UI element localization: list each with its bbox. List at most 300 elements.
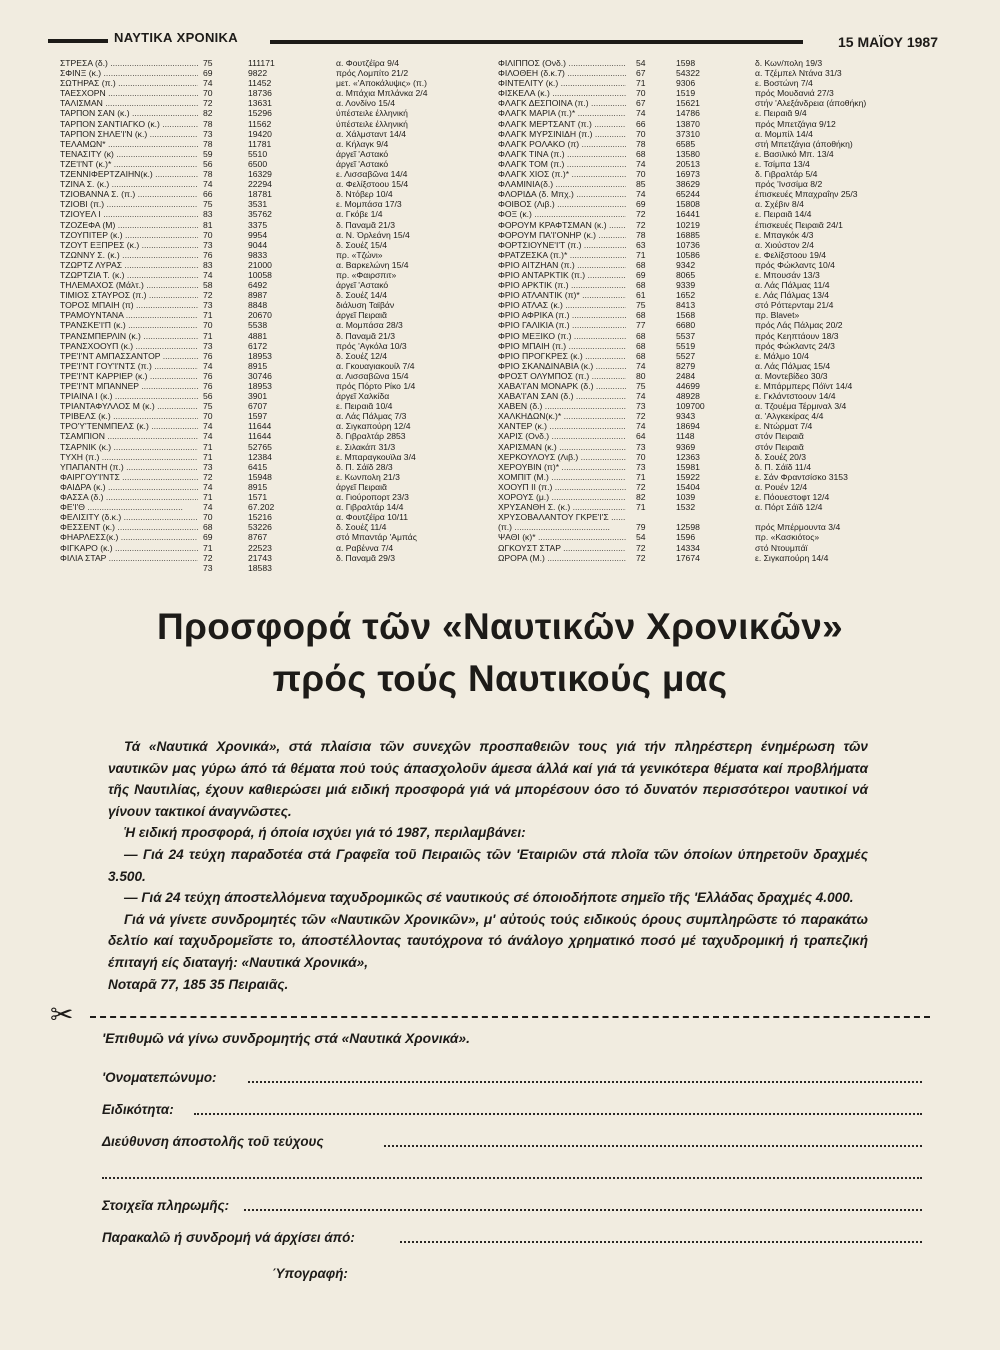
offer-paragraph-how: Γιά νά γίνετε συνδρομητές τῶν «Ναυτικῶν Χρονικῶν», μ' αὐτούς τούς ειδικούς όρους συμπληρῶστε τό παρακάτω δελτίο καί ταχυδρομεῖστε το, άποστέλλοντας ταυτόχρονα τό άνάλογο χρηματικό ποσό μέ ταχυδρομική ή τραπεζική έπιταγή είς διαταγή: «Ναυτικά Χρονικά», xyxy=(108,911,868,970)
build-year: 85 xyxy=(636,179,646,190)
build-year: 73 xyxy=(203,461,213,472)
tonnage: 1039 xyxy=(676,492,696,503)
vessel-name: ΦΡΙΟ ΑΦΡΙΚΑ (π.) ..... xyxy=(498,310,626,320)
build-year: 74 xyxy=(203,179,213,190)
vessel-name: ΦΡΙΟ ΜΠΑΙΗ (π.) ..... xyxy=(498,341,626,351)
table-row xyxy=(498,129,918,139)
table-row xyxy=(498,512,918,522)
vessel-position: α. Φουτζέϊρα 9/4 xyxy=(336,58,400,68)
vessel-name: ΦΙΓΚΑΡΟ (κ.) ..... xyxy=(60,543,198,553)
vessel-name: ΦΙΛΟΘΕΗ (δ.κ.7) ..... xyxy=(498,68,626,78)
vessel-position: δ. Σουέζ 11/4 xyxy=(336,522,387,533)
table-row xyxy=(498,543,918,553)
vessel-name: ΦΕ'Ι'Θ ..... xyxy=(60,502,198,512)
tonnage: 44699 xyxy=(676,381,700,391)
table-row xyxy=(498,472,918,482)
vessel-position: στό Ντουμπάϊ xyxy=(755,542,808,553)
vessel-name: ΤΖΟΥΠΙΤΕΡ (κ.) ..... xyxy=(60,230,198,240)
build-year: 71 xyxy=(636,471,646,482)
name-line[interactable] xyxy=(248,1081,922,1083)
tonnage: 9044 xyxy=(248,239,268,250)
tonnage: 5510 xyxy=(248,148,268,159)
vessel-name: ΦΛΑΓΚ ΤΙΝΑ (π.) ..... xyxy=(498,149,626,159)
table-row xyxy=(60,98,480,108)
vessel-name: ΧΑΡΙΣ (Ονδ.) ..... xyxy=(498,431,626,441)
table-row xyxy=(60,431,480,441)
table-row xyxy=(498,492,918,502)
tonnage: 11562 xyxy=(248,118,272,129)
table-row xyxy=(60,381,480,391)
vessel-position: α. Ρουέν 12/4 xyxy=(755,481,808,492)
table-row xyxy=(498,331,918,341)
table-row xyxy=(498,320,918,330)
table-row xyxy=(60,371,480,381)
newspaper-page: ΝΑΥΤΙΚΑ ΧΡΟΝΙΚΑ 15 ΜΑΪΟΥ 1987 ΣΤΡΕΣΑ (δ.) ..... 75 111171 α. Φουτζέϊρα 9/4 ΣΦΙΝΞ (κ.) ..... 69 9822 πρός Λομπίτο 21/2 ΣΩΤΗΡΑΣ (π.) ..... 74 11452 μετ. «'Αποκάλυψις» (π.) ΤΑΕΣΧΟΡΝ ..... 70 18736 α. Μπάχια Μπλάνκα 2/4 ΤΑΛΙΣΜΑΝ ..... 72 13631 α. Λονδίνο 15/4 ΤΑΡΠΟΝ ΣΑΝ (κ.) ..... 82 15296 ύπέστειλε έλληνική ΤΑΡΠΟΝ ΣΑΝΤΙΑΓΚΟ (κ.) ..... 78 11562 ύπέστειλε έλληνική ΤΑΡΠΟΝ ΣΗΛΕ'Ι'Ν (κ.) ..... 73 19420 α. Χάλμσταντ 14/4 ΤΕΛΑΜΩΝ* ..... 78 11781 α. Κήλαγκ 9/4 ΤΕΝΑΣΙΤΥ (κ) ..... 59 5510 άργεῖ 'Αστακό ΤΖΕ'Ι'ΝΤ (κ.)* ..... 56 6500 άργεῖ 'Αστακό ΤΖΕΝΝΙΦΕΡΤΖΑΙΗΝ(κ.) ..... 78 16329 ε. Λισσαβῶνα 14/4 ΤΖΙΝΑ Σ. (κ.) ..... 74 22294 α. Φελίξστοου 15/4 ΤΖΙΟΒΑΝΝΑ Σ. (π.) ..... 66 18781 δ. Ντόβερ 10/4 ΤΖΙΟΒΙ (π.) ..... 75 3531 ε. Μομπάσα 17/3 ΤΖΙΟΥΕΛ Ι ..... 83 35762 α. Γκόβε 1/4 ΤΖΟΖΕΦΑ (Μ) ..... 81 3375 δ. Παναμᾶ 21/3 ΤΖΟΥΠΙΤΕΡ (κ.) ..... 70 9954 α. Ν. Ὀρλεάνη 15/4 ΤΖΟΥΤ ΕΞΠΡΕΣ (κ.) ..... 73 9044 δ. Σουέζ 15/4 ΤΖΩΝΝΥ Σ. (κ.) ..... 76 9833 πρ. «Τζώνι» ΤΖΩΡΤΖ ΛΥΡΑΣ ..... 83 21000 α. Βαρκελώνη 15/4 ΤΖΩΡΤΖΙΑ Τ. (κ.) ..... 74 10058 πρ. «Φαιρσπιτ» ΤΗΛΕΜΑΧΟΣ (Μάλτ.) ..... 58 6492 άργεῖ 'Αστακό ΤΙΜΙΟΣ ΣΤΑΥΡΟΣ (π.) ..... 72 8987 δ. Σουέζ 14/4 ΤΟΡΟΣ ΜΠΑΙΗ (π) ..... 73 8848 διάλυση Ταϊβάν ΤΡΑΜΟΥΝΤΑΝΑ ..... 71 20670 άργεῖ Πειραιᾶ ΤΡΑΝΣΚΕ'Ι'Π (κ.) ..... 70 5538 α. Μομπάσα 28/3 ΤΡΑΝΣΜΠΕΡΛΙΝ (κ.) ..... 71 4881 δ. Παναμᾶ 21/3 ΤΡΑΝΣΧΟΟΥΠ (κ.) ..... 73 6172 πρός 'Αγκόλα 10/3 ΤΡΕ'Ι'ΝΤ ΑΜΠΑΣΣΑΝΤΟΡ ..... 76 18953 δ. Σουέζ 12/4 ΤΡΕ'Ι'ΝΤ ΓΟΥ'Ι'ΝΤΣ (π.) ..... 74 8915 α. Γκουαγιακουίλ 7/4 ΤΡΕ'Ι'ΝΤ ΚΑΡΡΙΕΡ (κ.) ..... 76 30746 α. Λισσαβῶνα 15/4 ΤΡΕ'Ι'ΝΤ ΜΠΑΝΝΕΡ ..... 76 18953 πρός Πόρτο Ρίκο 1/4 ΤΡΙΑΙΝΑ Ι (κ.) ..... 56 3901 άργεῖ Χαλκίδα ΤΡΙΑΝΤΑΦΥΛΛΟΣ Μ (κ.) ..... 75 6707 ε. Πειραιᾶ 10/4 ΤΡΙΒΕΛΣ (κ.) ..... 70 1597 α. Λάς Πάλμας 7/3 ΤΡΟ'Υ'ΤΕΝΜΠΕΛΣ (κ.) ..... 74 11644 α. Σιγκαπούρη 12/4 ΤΣΑΜΠΙΟΝ ..... 74 11644 δ. Γιβραλτάρ 2853 ΤΣΑΡΝΙΚ (κ.) ..... 71 52765 ε. Σιλακάπ 31/3 ΤΥΧΗ (π.) ..... 71 12384 ε. Μπαραγκουϊλα 3/4 ΥΠΑΠΑΝΤΗ (π.) ..... 73 6415 δ. Π. Σάϊδ 28/3 ΦΑΙΡΓΟΥ'Ι'ΝΤΣ ..... 72 15948 ε. Κωνπολη 21/3 ΦΑΙΔΡΑ (κ.) ..... 74 8915 άργεῖ Πειραιᾶ ΦΑΣΣΑ (δ.) ..... 71 1571 α. Γιούροπορτ 23/3 ΦΕ'Ι'Θ ..... 74 67.202 α. Γιβραλτάρ 14/4 ΦΕΛΙΣΙΤΥ (δ.κ.) ..... 70 15216 α. Φουτζέϊρα 10/11 ΦΕΣΣΕΝΤ (κ.) ..... 68 53226 δ. Σουέζ 11/4 ΦΗΑΡΛΕΣΣ(κ.) ..... 69 8767 στό Μπαντάρ 'Αμπάς ΦΙΓΚΑΡΟ (κ.) ..... 71 22523 α. Ραβέννα 7/4 ΦΙΛΙΑ ΣΤΑΡ ..... 72 21743 δ. Παναμᾶ 29/3 73 18583 ΦΙΛΙΠΠΟΣ (Ονδ.) ..... 54 1598 δ. Κων/πολη 19/3 ΦΙΛΟΘΕΗ (δ.κ.7) ..... 67 54322 α. Τζέμπελ Ντάνα 31/3 ΦΙΝΤΕΛΙΤΥ (κ.) ..... 71 9306 ε. Βοστώνη 7/4 ΦΙΣΚΕΛΑ (κ.) ..... 70 1519 πρός Μουδανιά 27/3 ΦΛΑΓΚ ΔΕΣΠΟΙΝΑ (π.) ..... 67 15621 στήν 'Αλεξάνδρεια (άποθήκη) ΦΛΑΓΚ ΜΑΡΙΑ (π.)* ..... 74 14786 ε. Πειραιᾶ 9/4 ΦΛΑΓΚ ΜΕΡΤΣΑΝΤ (π.) ..... 66 13870 πρός Μπετζάγια 9/12 ΦΛΑΓΚ ΜΥΡΣΙΝΙΔΗ (π.) ..... 70 37310 α. Μομπίλ 14/4 ΦΛΑΓΚ ΡΟΛΑΚΟ (π) ..... 78 6585 στή Μπετζάγια (άποθήκη) ΦΛΑΓΚ ΤΙΝΑ (π.) ..... 68 13580 ε. Βασιλικό Μπ. 13/4 ΦΛΑΓΚ ΤΟΜ (π.) ..... 74 20513 ε. Τσίμπα 13/4 ΦΛΑΓΚ ΧΙΟΣ (π.)* ..... 70 16973 δ. Γιβραλτάρ 5/4 ΦΛΑΜΙΝΙΑ(δ.) ..... 85 38629 πρός 'Ινσσίμα 8/2 ΦΛΟΡΙΔΑ (δ. Μπχ.) ..... 74 65244 έπισκευές Μπαχραΐην 25/3 ΦΟΙΒΟΣ (Λιβ.) ..... 69 15808 α. Σχέβιν 8/4 ΦΟΞ (κ.) ..... 72 16441 ε. Πειραιᾶ 14/4 ΦΟΡΟΥΜ ΚΡΑΦΤΣΜΑΝ (κ.) ..... 72 10219 έπισκευές Πειραιᾶ 24/1 ΦΟΡΟΥΜ ΠΑ'Ι'ΟΝΗΡ (κ.) ..... 78 16885 ε. Μπαγκόκ 4/3 ΦΟΡΤΣΙΟΥΝΕ'Ι'Τ (π.) ..... 63 10736 α. Χιούστον 2/4 ΦΡΑΤΖΕΣΚΑ (π.)* ..... 71 10586 ε. Φελίξστοου 19/4 ΦΡΙΟ ΑΙΤΖΗΑΝ (π.) ..... 68 9342 πρός Φώκλαντς 10/4 ΦΡΙΟ ΑΝΤΑΡΚΤΙΚ (π.) ..... 69 8065 ε. Μπουσάν 13/3 ΦΡΙΟ ΑΡΚΤΙΚ (π.) ..... 68 9339 α. Λάς Πάλμας 11/4 ΦΡΙΟ ΑΤΛΑΝΤΙΚ (π)* ..... 61 1652 ε. Λάς Πάλμας 13/4 ΦΡΙΟ ΑΤΛΑΣ (κ.) ..... 75 8413 στό Ρόττερνταμ 21/4 ΦΡΙΟ ΑΦΡΙΚΑ (π.) ..... 68 1568 πρ. Blavet» ΦΡΙΟ ΓΑΛΙΚΙΑ (π.) ..... 77 6680 πρός Λάς Πάλμας 20/2 ΦΡΙΟ ΜΕΞΙΚΟ (π.) ..... 68 5537 πρός Κεηπτάουν 18/3 ΦΡΙΟ ΜΠΑΙΗ (π.) ..... 68 5519 πρός Φώκλαντς 24/3 ΦΡΙΟ ΠΡΟΓΚΡΕΣ (κ.) ..... 68 5527 ε. Μάλμο 10/4 ΦΡΙΟ ΣΚΑΝΔΙΝΑΒΙΑ (κ.) ..... 74 8279 α. Λάς Πάλμας 15/4 ΦΡΟΣΤ ΟΛΥΜΠΟΣ (π.) ..... 80 2484 α. Μοντεβίδεο 30/3 ΧΑΒΑ'Ι'ΑΝ ΜΟΝΑΡΚ (δ.) ..... 75 44699 ε. Μπάρμπερς Πόϊντ 14/4 ΧΑΒΑ'Ι'ΑΝ ΣΑΝ (δ.) ..... 74 48928 ε. Γκλάντστοουν 14/4 ΧΑΒΕΝ (δ.) ..... 73 109700 α. Τζουέμα Τέρμιναλ 3/4 ΧΑΛΚΗΔΩΝ(κ.)* ..... 72 9343 α. 'Αλγκεκίρας 4/4 ΧΑΝΤΕΡ (κ.) ..... 74 18694 ε. Ντώρματ 7/4 ΧΑΡΙΣ (Ονδ.) ..... 64 1148 στόν Πειραιᾶ ΧΑΡΙΣΜΑΝ (κ.) ..... 73 9369 στόν Πειραιᾶ ΧΕΡΚΟΥΛΟΥΣ (Λιβ.) ..... 70 12363 δ. Σουέζ 20/3 ΧΕΡΟΥΒΙΝ (π)* ..... 73 15981 δ. Π. Σάϊδ 11/4 ΧΟΜΠΙΤ (Μ.) ..... 71 15922 ε. Σάν Φραντσίσκο 3153 ΧΟΟΥΠ ΙΙ (π.) ..... 72 15404 α. Ρουέν 12/4 ΧΟΡΟΥΣ (μ.) ..... 82 1039 ε. Πόουεστοφτ 12/4 ΧΡΥΣΑΝΘΗ Σ. (κ.) ..... 71 1532 α. Πόρτ Σάϊδ 12/4 ΧΡΥΣΟΒΑΛΑΝΤΟΥ ΓΚΡΕ'Ι'Σ ..... (π.) ..... 79 12598 πρός Μπέρμουντα 3/4 ΨΑΘΙ (κ)* ..... 54 1596 πρ. «Κασκιότος» ΩΓΚΟΥΣΤ ΣΤΑΡ ..... 72 14334 στό Ντουμπάϊ ΩΡΟΡΑ (Μ.) ..... 72 17674 ε. Σιγκαπούρη 14/4 Προσφορά τῶν «Ναυτικῶν Χρονικῶν» πρός τούς Ναυτικούς μας Τά «Ναυτικά Χρονικά», στά πλαίσια τῶν συνεχῶν προσπαθειῶν τους γιά τήν πληρέστερη ένημέρωση τῶν ναυτικῶν μας γύρω άπό τά θέματα πού τούς άπασχολοῦν άμεσα άλλά καί γιά τά γενικότερα θέματα καί προβλήματα τῆς Ναυτιλίας, έχουν καθιερώσει μιά ειδική προσφορά γιά νά μπορέσουν όσο τό δυνατόν περισσότεροι ναυτικοί νά γίνουν τακτικοί άναγνῶστες. Ἡ ειδική προσφορά, ή όποία ισχύει γιά τό 1987, περιλαμβάνει: — Γιά 24 τεύχη παραδοτέα στά Γραφεῖα τοῦ Πειραιῶς τῶν 'Εταιριῶν στά πλοῖα τῶν όποίων ύπηρετοῦν δραχμές 3.500. — Γιά 24 τεύχη άποστελλόμενα ταχυδρομικῶς σέ ναυτικούς σέ όποιοδήποτε σημεῖο τῆς 'Ελλάδας δραχμές 4.000. Γιά νά γίνετε συνδρομητές τῶν «Ναυτικῶν Χρονικῶν», μ' αὐτούς τούς ειδικούς όρους συμπληρῶστε τό παρακάτω δελτίο καί ταχυδρομεῖστε το, άποστέλλοντας ταυτόχρονα τό άνάλογο χρηματικό ποσό μέ ταχυδρομική ή τραπεζική έπιταγή είς διαταγή: «Ναυτικά Χρονικά», Νοταρᾶ 77, 185 35 Πειραιᾶς. ✂ 'Επιθυμῶ νά γίνω συνδρομητής στά «Ναυτικά Χρονικά». 'Ονοματεπώνυμο: Ειδικότητα: Διεύθυνση άποστολῆς τοῦ τεύχους Στοιχεῖα πληρωμῆς: Παρακαλῶ ή συνδρομή νά άρχίσει άπό: Ύπογραφή: xyxy=(0,0,1000,1350)
build-year: 74 xyxy=(203,502,213,513)
table-row xyxy=(60,462,480,472)
table-row xyxy=(498,553,918,563)
tonnage: 18953 xyxy=(248,350,272,361)
vessel-position: α. Φουτζέϊρα 10/11 xyxy=(336,512,408,523)
vessel-name: ΦΙΣΚΕΛΑ (κ.) ..... xyxy=(498,88,626,98)
vessel-position: άργεῖ 'Αστακό xyxy=(336,148,389,159)
vessel-name: ΤΡΑΝΣΚΕ'Ι'Π (κ.) ..... xyxy=(60,320,198,330)
vessel-position: α. Ν. Ὀρλεάνη 15/4 xyxy=(336,229,410,240)
table-row xyxy=(60,149,480,159)
tonnage: 111171 xyxy=(248,58,275,68)
build-year: 70 xyxy=(203,320,213,331)
tonnage: 15296 xyxy=(248,108,272,119)
vessel-position: δ. Παναμᾶ 29/3 xyxy=(336,552,396,563)
vessel-name: ΦΟΡΟΥΜ ΠΑ'Ι'ΟΝΗΡ (κ.) ..... xyxy=(498,230,626,240)
tonnage: 16329 xyxy=(248,169,272,180)
vessel-name: ΦΡΙΟ ΑΝΤΑΡΚΤΙΚ (π.) ..... xyxy=(498,270,626,280)
build-year: 71 xyxy=(203,542,213,553)
tonnage: 3375 xyxy=(248,219,268,230)
vessel-position: α. Σιγκαπούρη 12/4 xyxy=(336,421,411,432)
build-year: 70 xyxy=(636,128,646,139)
build-year: 74 xyxy=(203,360,213,371)
offer-title-line2: πρός τούς Ναυτικούς μας xyxy=(272,658,728,699)
vessel-name: ΧΑΒΑ'Ι'ΑΝ ΜΟΝΑΡΚ (δ.) ..... xyxy=(498,381,626,391)
table-row xyxy=(498,361,918,371)
vessel-position: μετ. «'Αποκάλυψις» (π.) xyxy=(336,78,428,89)
vessel-name: ΤΖΙΝΑ Σ. (κ.) ..... xyxy=(60,179,198,189)
tonnage: 1598 xyxy=(676,58,696,68)
vessel-name: ΤΡΕ'Ι'ΝΤ ΑΜΠΑΣΣΑΝΤΟΡ ..... xyxy=(60,351,198,361)
table-row xyxy=(60,199,480,209)
build-year: 75 xyxy=(636,381,646,391)
tonnage: 35762 xyxy=(248,209,272,220)
table-row xyxy=(498,310,918,320)
build-year: 82 xyxy=(203,108,213,119)
table-row xyxy=(60,391,480,401)
tonnage: 10586 xyxy=(676,249,700,260)
vessel-position: ε. Λάς Πάλμας 13/4 xyxy=(755,290,830,301)
build-year: 74 xyxy=(203,431,213,442)
vessel-name: ΦΑΙΔΡΑ (κ.) ..... xyxy=(60,482,198,492)
table-row xyxy=(60,169,480,179)
tonnage: 37310 xyxy=(676,128,700,139)
vessel-position: πρός 'Αγκόλα 10/3 xyxy=(336,340,407,351)
tonnage: 48928 xyxy=(676,391,700,402)
vessel-position: πρός Πόρτο Ρίκο 1/4 xyxy=(336,381,416,391)
vessel-name: ΧΑΝΤΕΡ (κ.) ..... xyxy=(498,421,626,431)
vessel-position: άργεῖ 'Αστακό xyxy=(336,280,389,291)
address-line[interactable] xyxy=(384,1145,922,1147)
vessel-name: ΤΡΙΒΕΛΣ (κ.) ..... xyxy=(60,411,198,421)
offer-item-postal: — Γιά 24 τεύχη άποστελλόμενα ταχυδρομικῶς σέ ναυτικούς σέ όποιοδήποτε σημεῖο τῆς 'Ελλάδας δραχμές 4.000. xyxy=(124,890,854,906)
table-row xyxy=(60,361,480,371)
vessel-name: ΦΡΙΟ ΜΕΞΙΚΟ (π.) ..... xyxy=(498,331,626,341)
vessel-name: ΦΡΙΟ ΣΚΑΝΔΙΝΑΒΙΑ (κ.) ..... xyxy=(498,361,626,371)
build-year: 74 xyxy=(203,78,213,89)
table-row xyxy=(60,88,480,98)
table-row xyxy=(498,381,918,391)
build-year: 72 xyxy=(203,98,213,109)
vessel-position: α. Φελίξστοου 15/4 xyxy=(336,179,409,190)
running-title: ΝΑΥΤΙΚΑ ΧΡΟΝΙΚΑ xyxy=(114,30,238,45)
tonnage: 9833 xyxy=(248,249,268,260)
tonnage: 10736 xyxy=(676,239,700,250)
build-year: 56 xyxy=(203,391,213,402)
table-row xyxy=(60,300,480,310)
vessel-position: ε. Σιλακάπ 31/3 xyxy=(336,441,396,452)
tonnage: 52765 xyxy=(248,441,272,452)
tonnage: 10058 xyxy=(248,269,272,280)
tonnage: 5538 xyxy=(248,320,268,331)
vessel-name: ΦΙΝΤΕΛΙΤΥ (κ.) ..... xyxy=(498,78,626,88)
vessel-position: α. Τζέμπελ Ντάνα 31/3 xyxy=(755,68,842,79)
vessel-position: ε. Μπαγκόκ 4/3 xyxy=(755,229,814,240)
vessel-position: δ. Παναμᾶ 21/3 xyxy=(336,219,396,230)
vessel-position: α. Βαρκελώνη 15/4 xyxy=(336,259,409,270)
table-row xyxy=(498,88,918,98)
signature-label: Ύπογραφή: xyxy=(272,1266,348,1281)
vessel-position: α. Χάλμσταντ 14/4 xyxy=(336,128,407,139)
vessel-position: δ. Γιβραλτάρ 2853 xyxy=(336,431,406,442)
offer-title-line1: Προσφορά τῶν «Ναυτικῶν Χρονικῶν» xyxy=(157,606,843,647)
build-year: 71 xyxy=(203,441,213,452)
tonnage: 15216 xyxy=(248,512,272,523)
offer-paragraph-terms: Ἡ ειδική προσφορά, ή όποία ισχύει γιά τό 1987, περιλαμβάνει: xyxy=(124,825,526,841)
tonnage: 12384 xyxy=(248,451,272,462)
vessel-position: δ. Σουέζ 14/4 xyxy=(336,290,388,301)
build-year: 68 xyxy=(636,310,646,321)
build-year: 58 xyxy=(203,280,213,291)
tonnage: 20513 xyxy=(676,158,700,169)
vessel-name: ΧΑΡΙΣΜΑΝ (κ.) ..... xyxy=(498,442,626,452)
vessel-position: ε. Πειραιᾶ 9/4 xyxy=(755,108,807,119)
vessel-position: ε. Λισσαβῶνα 14/4 xyxy=(336,169,408,180)
vessel-position: διάλυση Ταϊβάν xyxy=(336,300,395,311)
vessel-name: ΦΡΙΟ ΑΙΤΖΗΑΝ (π.) ..... xyxy=(498,260,626,270)
build-year: 70 xyxy=(203,512,213,523)
table-row xyxy=(498,149,918,159)
address-line-2[interactable] xyxy=(102,1177,922,1179)
vessel-position: δ. Παναμᾶ 21/3 xyxy=(336,330,396,341)
build-year: 72 xyxy=(203,471,213,482)
build-year: 68 xyxy=(636,148,646,159)
table-row xyxy=(60,58,480,68)
vessel-position: άργεῖ 'Αστακό xyxy=(336,158,389,169)
build-year: 54 xyxy=(636,58,646,68)
tonnage: 6172 xyxy=(248,340,268,351)
build-year: 72 xyxy=(636,411,646,422)
vessel-position: άργεῖ Πειραιᾶ xyxy=(336,310,387,321)
payment-label: Στοιχεῖα πληρωμῆς: xyxy=(102,1198,230,1213)
table-row xyxy=(498,482,918,492)
tonnage: 22294 xyxy=(248,179,272,190)
tonnage: 14786 xyxy=(676,108,700,119)
table-row xyxy=(498,230,918,240)
build-year: 72 xyxy=(636,219,646,230)
vessel-name: ΦΛΑΓΚ ΡΟΛΑΚΟ (π) ..... xyxy=(498,139,626,149)
vessel-name: ΣΤΡΕΣΑ (δ.) ..... xyxy=(60,58,198,68)
vessel-name: ΦΕΣΣΕΝΤ (κ.) ..... xyxy=(60,522,198,532)
vessel-name: ΤΡΟ'Υ'ΤΕΝΜΠΕΛΣ (κ.) ..... xyxy=(60,421,198,431)
vessel-position: ε. Γκλάντστοουν 14/4 xyxy=(755,391,836,402)
build-year: 70 xyxy=(636,169,646,180)
table-row xyxy=(60,189,480,199)
vessel-position: α. Ραβέννα 7/4 xyxy=(336,542,394,553)
table-row xyxy=(60,119,480,129)
tonnage: 19420 xyxy=(248,128,272,139)
table-row xyxy=(60,522,480,532)
vessel-name: ΦΡΙΟ ΑΤΛΑΣ (κ.) ..... xyxy=(498,300,626,310)
vessel-position: ε. Βασιλικό Μπ. 13/4 xyxy=(755,148,834,159)
tonnage: 15621 xyxy=(676,98,700,109)
table-row xyxy=(498,119,918,129)
vessel-name: ΧΑΒΕΝ (δ.) ..... xyxy=(498,401,626,411)
payment-line[interactable] xyxy=(244,1209,922,1211)
tonnage: 20670 xyxy=(248,310,272,321)
tonnage: 4881 xyxy=(248,330,268,341)
vessel-position: πρός Μπετζάγια 9/12 xyxy=(755,118,836,129)
table-row xyxy=(60,401,480,411)
build-year: 68 xyxy=(203,522,213,533)
tonnage: 1597 xyxy=(248,411,268,422)
vessel-name: ΦΡΟΣΤ ΟΛΥΜΠΟΣ (π.) ..... xyxy=(498,371,626,381)
tonnage: 6707 xyxy=(248,401,268,412)
tonnage: 9342 xyxy=(676,259,696,270)
build-year: 75 xyxy=(636,300,646,311)
start-line[interactable] xyxy=(400,1241,922,1243)
vessel-name: ΤΑΡΠΟΝ ΣΗΛΕ'Ι'Ν (κ.) ..... xyxy=(60,129,198,139)
vessel-name: ΦΛΑΓΚ ΜΕΡΤΣΑΝΤ (π.) ..... xyxy=(498,119,626,129)
tonnage: 30746 xyxy=(248,370,272,381)
build-year: 74 xyxy=(636,189,646,200)
vessel-position: α. Γιβραλτάρ 14/4 xyxy=(336,502,404,513)
table-row xyxy=(498,442,918,452)
vessel-name: ΤΥΧΗ (π.) ..... xyxy=(60,452,198,462)
vessel-position: πρ. Blavet» xyxy=(755,310,800,321)
table-row xyxy=(60,209,480,219)
vessel-position: δ. Σουέζ 12/4 xyxy=(336,350,388,361)
tonnage: 1148 xyxy=(676,431,695,442)
tonnage: 65244 xyxy=(676,189,700,200)
offer-address: Νοταρᾶ 77, 185 35 Πειραιᾶς. xyxy=(108,976,289,992)
vessel-position: πρός Κεηπτάουν 18/3 xyxy=(755,330,839,341)
table-row xyxy=(60,351,480,361)
scissors-icon: ✂ xyxy=(50,999,74,1030)
tonnage: 22523 xyxy=(248,542,272,553)
vessel-name: ΦΟΙΒΟΣ (Λιβ.) ..... xyxy=(498,199,626,209)
tonnage: 5537 xyxy=(676,330,696,341)
tonnage: 54322 xyxy=(676,68,700,79)
vessel-position: ε. Πόουεστοφτ 12/4 xyxy=(755,492,830,503)
header-rule-right xyxy=(270,40,803,44)
tonnage: 5527 xyxy=(676,350,696,361)
vessel-position: ε. Πειραιᾶ 14/4 xyxy=(755,209,812,220)
specialty-label: Ειδικότητα: xyxy=(102,1102,174,1117)
build-year: 68 xyxy=(636,340,646,351)
table-row xyxy=(60,260,480,270)
table-row xyxy=(60,290,480,300)
build-year: 70 xyxy=(203,88,213,99)
build-year: 67 xyxy=(636,68,646,79)
tonnage: 11452 xyxy=(248,78,272,89)
table-row xyxy=(60,502,480,512)
vessel-name: ΦΟΡΤΣΙΟΥΝΕ'Ι'Τ (π.) ..... xyxy=(498,240,626,250)
table-row xyxy=(498,240,918,250)
vessel-position: ε. Σιγκαπούρη 14/4 xyxy=(755,552,829,563)
table-row xyxy=(498,199,918,209)
build-year: 73 xyxy=(636,461,646,472)
table-row xyxy=(60,512,480,522)
build-year: 75 xyxy=(203,401,213,412)
vessel-position: δ. Π. Σάϊδ 11/4 xyxy=(755,461,811,472)
tonnage: 6492 xyxy=(248,280,268,291)
build-year: 75 xyxy=(203,58,213,68)
tonnage: 6585 xyxy=(676,138,696,149)
vessel-position: πρός Λάς Πάλμας 20/2 xyxy=(755,320,843,331)
vessel-position: δ. Σουέζ 15/4 xyxy=(336,239,388,250)
table-row xyxy=(498,351,918,361)
vessel-position: α. Τζουέμα Τέρμιναλ 3/4 xyxy=(755,401,847,412)
table-row xyxy=(498,391,918,401)
tonnage: 16973 xyxy=(676,169,700,180)
tonnage: 13580 xyxy=(676,148,700,159)
vessel-position: α. 'Αλγκεκίρας 4/4 xyxy=(755,411,824,422)
table-row xyxy=(60,159,480,169)
vessel-name: ΤΡΕ'Ι'ΝΤ ΓΟΥ'Ι'ΝΤΣ (π.) ..... xyxy=(60,361,198,371)
vessel-name: ΩΡΟΡΑ (Μ.) ..... xyxy=(498,553,626,563)
build-year: 70 xyxy=(203,229,213,240)
tonnage: 8065 xyxy=(676,269,696,280)
tonnage: 21000 xyxy=(248,259,272,270)
tonnage: 53226 xyxy=(248,522,272,533)
vessel-position: δ. Γιβραλτάρ 5/4 xyxy=(755,169,818,180)
vessel-name: ΤΙΜΙΟΣ ΣΤΑΥΡΟΣ (π.) ..... xyxy=(60,290,198,300)
vessel-name: ΤΖΟΥΤ ΕΞΠΡΕΣ (κ.) ..... xyxy=(60,240,198,250)
address-label: Διεύθυνση άποστολῆς τοῦ τεύχους xyxy=(102,1134,324,1149)
tonnage: 17674 xyxy=(676,552,700,563)
vessel-position: πρός 'Ινσσίμα 8/2 xyxy=(755,179,823,190)
vessel-name: ΦΡΙΟ ΑΡΚΤΙΚ (π.) ..... xyxy=(498,280,626,290)
table-row xyxy=(498,280,918,290)
vessel-position: α. Λονδίνο 15/4 xyxy=(336,98,395,109)
vessel-position: α. Κήλαγκ 9/4 xyxy=(336,138,389,149)
vessel-name: ΤΣΑΡΝΙΚ (κ.) ..... xyxy=(60,442,198,452)
build-year: 76 xyxy=(203,249,213,260)
tonnage: 6680 xyxy=(676,320,696,331)
build-year: 71 xyxy=(636,249,646,260)
build-year: 83 xyxy=(203,209,213,220)
table-row xyxy=(60,472,480,482)
tonnage: 9954 xyxy=(248,229,268,240)
build-year: 56 xyxy=(203,158,213,169)
vessel-position: ε. Σάν Φραντσίσκο 3153 xyxy=(755,471,848,482)
ship-table-right xyxy=(498,58,918,563)
vessel-name: ΣΦΙΝΞ (κ.) ..... xyxy=(60,68,198,78)
vessel-name: ΨΑΘΙ (κ)* ..... xyxy=(498,532,626,542)
build-year: 81 xyxy=(203,219,213,230)
tonnage: 18694 xyxy=(676,421,700,432)
build-year: 69 xyxy=(636,199,646,210)
vessel-position: στό Μπαντάρ 'Αμπάς xyxy=(336,532,417,543)
build-year: 75 xyxy=(203,199,213,210)
vessel-name: ΤΖΙΟΒΑΝΝΑ Σ. (π.) ..... xyxy=(60,189,198,199)
specialty-line[interactable] xyxy=(194,1113,922,1115)
vessel-name: ΤΕΝΑΣΙΤΥ (κ) ..... xyxy=(60,149,198,159)
table-row xyxy=(498,522,918,532)
table-row xyxy=(60,482,480,492)
vessel-name: ΦΛΑΓΚ ΤΟΜ (π.) ..... xyxy=(498,159,626,169)
tonnage: 9343 xyxy=(676,411,696,422)
table-row xyxy=(498,68,918,78)
vessel-name: ΧΟΜΠΙΤ (Μ.) ..... xyxy=(498,472,626,482)
table-row xyxy=(60,68,480,78)
vessel-name: ΤΑΡΠΟΝ ΣΑΝΤΙΑΓΚΟ (κ.) ..... xyxy=(60,119,198,129)
vessel-position: δ. Π. Σάϊδ 28/3 xyxy=(336,461,393,472)
build-year: 78 xyxy=(636,138,646,149)
table-row xyxy=(498,341,918,351)
tonnage: 1571 xyxy=(248,492,268,503)
table-row xyxy=(498,78,918,88)
table-row xyxy=(498,58,918,68)
tonnage: 21743 xyxy=(248,552,272,563)
vessel-name: ΧΡΥΣΑΝΘΗ Σ. (κ.) ..... xyxy=(498,502,626,512)
build-year: 71 xyxy=(636,502,646,513)
vessel-name: ΦΛΑΓΚ ΜΥΡΣΙΝΙΔΗ (π.) ..... xyxy=(498,129,626,139)
vessel-position: α. Σχέβιν 8/4 xyxy=(755,199,804,210)
table-row xyxy=(498,401,918,411)
vessel-position: ε. Μάλμο 10/4 xyxy=(755,350,809,361)
table-row xyxy=(498,98,918,108)
tonnage: 18953 xyxy=(248,381,272,391)
tonnage: 9369 xyxy=(676,441,696,452)
vessel-name: ΤΖΕΝΝΙΦΕΡΤΖΑΙΗΝ(κ.) ..... xyxy=(60,169,198,179)
vessel-position: α. Γκουαγιακουίλ 7/4 xyxy=(336,360,415,371)
build-year: 66 xyxy=(203,189,213,200)
offer-body xyxy=(108,736,868,995)
table-row xyxy=(498,260,918,270)
table-row xyxy=(60,78,480,88)
build-year: 73 xyxy=(203,300,213,311)
tonnage: 1532 xyxy=(676,502,696,513)
vessel-name: ΦΛΑΓΚ ΧΙΟΣ (π.)* ..... xyxy=(498,169,626,179)
table-row xyxy=(498,159,918,169)
vessel-position: πρός Μουδανιά 27/3 xyxy=(755,88,834,99)
vessel-name: ΦΛΑΜΙΝΙΑ(δ.) ..... xyxy=(498,179,626,189)
tonnage: 5519 xyxy=(676,340,696,351)
table-row xyxy=(60,129,480,139)
build-year: 71 xyxy=(203,310,213,321)
vessel-position: πρός Φώκλαντς 10/4 xyxy=(755,259,835,270)
build-year: 69 xyxy=(636,269,646,280)
vessel-name: ΥΠΑΠΑΝΤΗ (π.) ..... xyxy=(60,462,198,472)
